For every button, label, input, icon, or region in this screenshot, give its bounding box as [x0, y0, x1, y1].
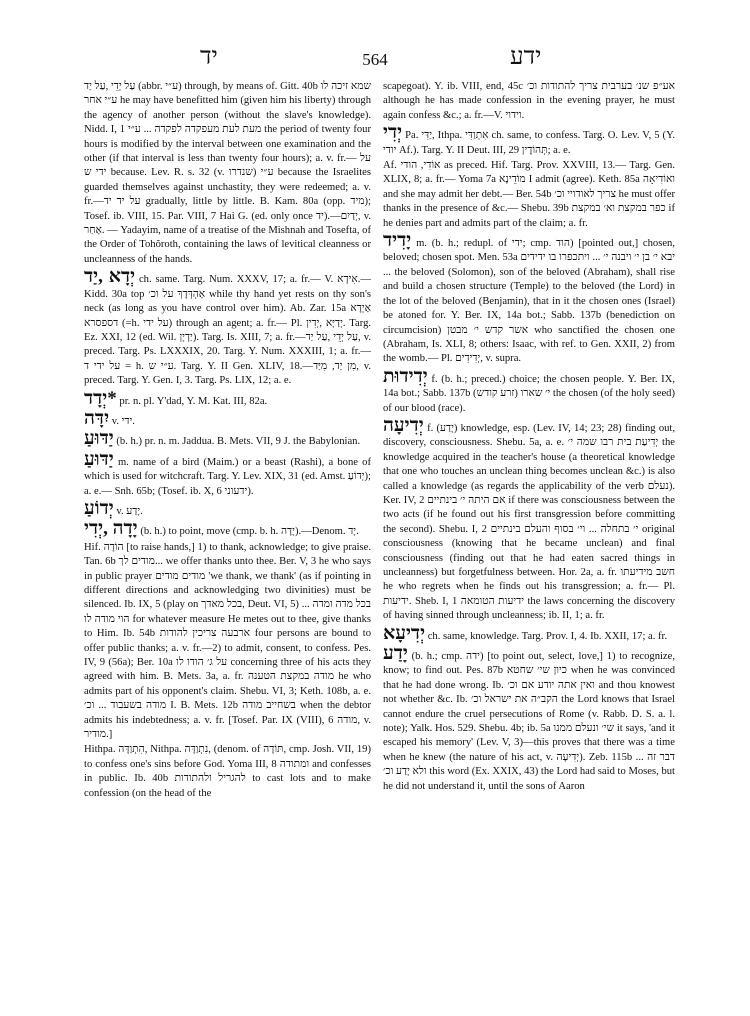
entry-text: scapegoat). Y. ib. VIII, end, 45c אע״פ שנ׳ בערבית צריך להתודות וכ׳ although he has made confession in the evening prayer, he must again confess &c.; a. fr.—V. וידוי.: [383, 81, 675, 121]
entry-headword: יְדוֹעַ: [84, 497, 114, 519]
dictionary-entry: [383, 159, 675, 231]
dictionary-entry: [84, 541, 371, 743]
entry-text: Af. אוֹדִי, הודי as preced. Hif. Targ. Prov. XXVIII, 13.— Targ. Gen. XLIX, 8; a. fr.— Yoma 7a מוֹדֵינָא I admit (agree). Keth. 85a ואוֹדִיאָה and she may admit her debt.— Ber. 54b צריך לאודויי וכ׳ he must offer thanks in the presence of &c.— Shebu. 39b כפר במקצת וא׳ במקצת if he denies part and admits part of the claim; a. fr.: [383, 160, 675, 229]
running-header: [0, 44, 750, 78]
dictionary-entry: [84, 430, 371, 449]
entry-headword: יִדָּה: [84, 407, 110, 429]
dictionary-entry: [383, 80, 675, 123]
dictionary-entry: [84, 448, 371, 499]
dictionary-entry: [84, 407, 371, 429]
entry-text: ch. same. Targ. Num. XXXV, 17; a. fr.— V. אִידָא.— Kidd. 30a top אַהְדְּדָךְ על וכ׳ while thy hand yet rests on thy son's neck (as long as you have control over him). Ab. Zar. 15a אַיְדָא דספסרא (=h. על ידי) through an agent; a. fr.— Pl. יְדַיָּא ,יְדִין. Targ. Ez. XXI, 12 (ed. Wil. יַדְיָן). Targ. Is. XIII, 7; a. fr.—עַל יְדֵי ,עַל יַד, v. preced. Targ. Ps. LXXXIX, 20. Targ. Y. Num. XXXIII, 1; a. fr.— על ידי ד = h. ע״י ש. Targ. Y. II Gen. XLIV, 18.—מִן יַד, מִיַּד, v. preced. Targ. Y. Gen. I, 3. Targ. Ps. LIX, 12; a. e.: [84, 274, 371, 387]
dictionary-entry: [84, 387, 371, 409]
entry-text: (b. h.; cmp. ידה) [to point out, select, love,] 1) to recognize, know; to find out. Pes. 87b כיון שי׳ שחטא when he was convinced that he had done wrong. Ib. ואין אתה יודע אם וכ׳ and thou knowest not whether &c. Ib. הקב״ה את ישראל וכ׳ the Lord knows that Israel cannot endure the cruel persecutions of Rome (v. Rabb. D. S. a. l. note); Yalk. Hos. 529. Shebu. 4b; ib. 5a שי׳ ונעלם ממנו it says, 'and it escaped his memory' (Lev. V, 3)—this proves that there was a time when he knew (the nature of his act, v. יְדִיעָה). Zeb. 115b דבר זה ... ולא יָדַע וכ׳ this word (Ex. XXIX, 43) the Lord had said to Moses, but he did not understand it, until the sons of Aaron: [383, 651, 675, 792]
header-right-headword: ידע: [510, 44, 542, 70]
entry-text: Hif. הוֹדָה [to raise hands,] 1) to thank, acknowledge; to give praise. Tan. 6b מודים לך... we offer thanks unto thee. Ber. V, 3 he who says in public prayer מודים מודים 'we thank, we thank' (as if pointing in different directions and acknowledging two divinities) must be silenced. Ib. IX, 5 (play on בכל מאדך, Deut. VI, 5) בכל מדה ומדה ... הוי מודה לו for whatever measure He metes out to thee, give thanks to Him. Ib. 54b ארבעה צריכין להודות four persons are bound to offer public thanks; a. v. fr.—2) to admit, consent, to confess. Pes. IV, 9 (56a); Ber. 10a על ג׳ הודו לו concerning three of his acts they agreed with him. B. Mets. 3a, a. fr. מודה במקצת הטענה he who admits part of his opponent's claim. Shebu. VI, 3; Keth. 108b, a. e. מודה בשעבוד ... וכ׳ I. B. Mets. 12b בשחייב מודה when the debtor admits his indebtedness; a. v. fr. [Tosef. Par. IX (VIII), 6 מודה, v. מודיר.]: [84, 541, 371, 741]
dictionary-entry: [383, 124, 675, 158]
entry-text: v. יָדַע.: [116, 505, 143, 517]
left-column: [84, 80, 371, 1002]
dictionary-entry: [383, 645, 675, 794]
entry-text: m. (b. h.; redupl. of ידי; cmp. הוד) [pointed out,] chosen, beloved; chosen spot. Men. 53a יבא י׳ בן י׳ ויבנה י׳ ... ויתכפרו בו ידידים ... the beloved (Solomon), son of the beloved (Abraham), shall rise and build a chosen structure (Temple) to the beloved (the Lord) in the lot of the beloved (Benjamin), that in it the chosen ones (Israel) be atoned for. Y. Ber. IX, 14a bot.; Sabb. 137b (benediction on circumcision) אשר קדש י׳ מבטן who sanctified the chosen one (Abraham, Is. XLI, 8; others: Isaac, with ref. to Gen. XXII, 2) from the womb.— Pl. יְדִידִים, v. supra.: [383, 238, 675, 365]
entry-headword: יַדּוּעַ: [84, 428, 114, 450]
header-left-headword: יד: [200, 44, 218, 70]
entry-headword: *יְדָד: [84, 387, 117, 409]
entry-text: Pa. יַדִּי, Ithpa. אִתְוַדִּי ch. same, to confess. Targ. O. Lev. V, 5 (Y. יודי Af.). Targ. Y. II Deut. III, 29 תְּהוֹדֶין; a. e.: [383, 130, 675, 156]
entry-text: עַל יְדֵי ,עַל יַד (abbr. ע״י) through, by means of. Gitt. 40b שמא זיכה לו ע״י אחר he may have benefitted him (given him his liberty) through the agency of another person (without the slave's knowledge). Nidd. I, 1 מעת לעת מעפקדה לפקדה ... ע״י the period of twenty four hours is modified by the interval between one examination and the other (if that interval is less than twenty four hours); a. v. fr.— על ידי ש because. Lev. R. s. 32 (v. שנדרו) ע״י because the Israelites guarded themselves against unchastity, they were redeemed; a. v. fr.—על יד יד gradually, little by little. B. Kam. 80a (opp. מיד); Tosef. ib. VIII, 15. Par. VIII, 7 Hai G. (ed. only once יד).—יְדַיִם, v. אַחַר. — Yadayim, name of a treatise of the Mishnah and Tosefta, of the Order of Tohŏroth, containing the laws of levitical cleanness or uncleanness of the hands.: [84, 81, 371, 265]
dictionary-entry: [84, 520, 371, 539]
entry-headword: יְדִיעָה: [383, 414, 424, 436]
entry-text: (b. h.) pr. n. m. Jaddua. B. Mets. VII, 9 J. the Babylonian.: [116, 436, 361, 448]
dictionary-entry: [84, 497, 371, 519]
entry-text: pr. n. pl. Y'dad, Y. M. Kat. III, 82a.: [119, 395, 268, 407]
dictionary-entry: [383, 414, 675, 624]
entry-text: Hithpa. הִתְוַדָּה, Nithpa. נִתְוַדָּה, (denom. of תּוֹדָה, cmp. Josh. VII, 19) to confess one's sins before God. Yoma III, 8 ומתודה and confesses in public. Ib. 40b להגריל ולהתודות to cast lots and to make confession (on the head of the: [84, 744, 371, 799]
right-column: [383, 80, 675, 1002]
dictionary-entry: [84, 80, 371, 267]
entry-text: ch. same, knowledge. Targ. Prov. I, 4. Ib. XXII, 17; a. fr.: [427, 630, 668, 642]
entry-headword: יַדּוּעַ: [84, 448, 114, 470]
entry-headword: יְדִידוּת: [383, 365, 428, 387]
entry-headword: יְדָא ,יַד: [84, 266, 136, 288]
dictionary-entry: [383, 232, 675, 367]
dictionary-entry: [383, 622, 675, 644]
dictionary-entry: [84, 268, 371, 388]
entry-headword: יָדִיד: [383, 230, 412, 252]
entry-headword: יְדִיעָא: [383, 622, 426, 644]
entry-text: m. name of a bird (Maim.) or a beast (Rashi), a bone of which is used for witchcraft. Targ. Y. Lev. XIX, 31 (ed. Amst. יְדוֹעַ); a. e.— Snh. 65b; (Tosef. ib. X, 6 ידעוני).: [84, 456, 371, 497]
entry-headword: יְדִי: [383, 122, 403, 144]
page-number: 564: [362, 50, 388, 69]
entry-headword: יָדַע: [383, 643, 408, 665]
entry-text: v. ידי.: [111, 415, 135, 427]
entry-text: (b. h.) to point, move (cmp. b. h. יָדָה).—Denom. יָד.: [140, 526, 359, 538]
dictionary-entry: [84, 743, 371, 801]
entry-text: f. (יָדַע) knowledge, esp. (Lev. IV, 14; 23; 28) finding out, discovery, consciousness. Shebu. 5a, a. e. יְדִיעַת בית רבו שמה י׳ the knowledge acquired in the teacher's house (a theoretical knowledge that one who touches an unclean thing becomes unclean &c.) is also called a knowledge (as regards the applicability of the verb נעלם). Ker. IV, 2 אם היתה י׳ בינתיים if there was consciousness between the two acts (if he found out his first transgression before committing the second). Shebu. I, 2 י׳ בתחלה ... וי׳ בסוף והעלם בינתיים original consciousness (knowing that he became unclean) and final consciousness (finding out that he had eaten sacred things in uncleanness) but forgetfulness between. Hor. 2a, a. fr. חשב מידיעתו he who regrets when he finds out his transgression; a. fr.— Pl. ידיעות. Sheb. I, 1 ידיעות הטומאה the laws concerning the discovery of having sinned through uncleanness; ib. II, 1; a. fr.: [383, 422, 675, 622]
dictionary-entry: [383, 365, 675, 416]
entry-headword: יָדָה ,יְדִי: [84, 518, 138, 540]
entry-text: f. (b. h.; preced.) choice; the chosen people. Y. Ber. IX, 14a bot.; Sabb. 137b (זרע קודש) י׳ שארו the chosen (of the holy seed) of our blood (race).: [383, 373, 675, 414]
